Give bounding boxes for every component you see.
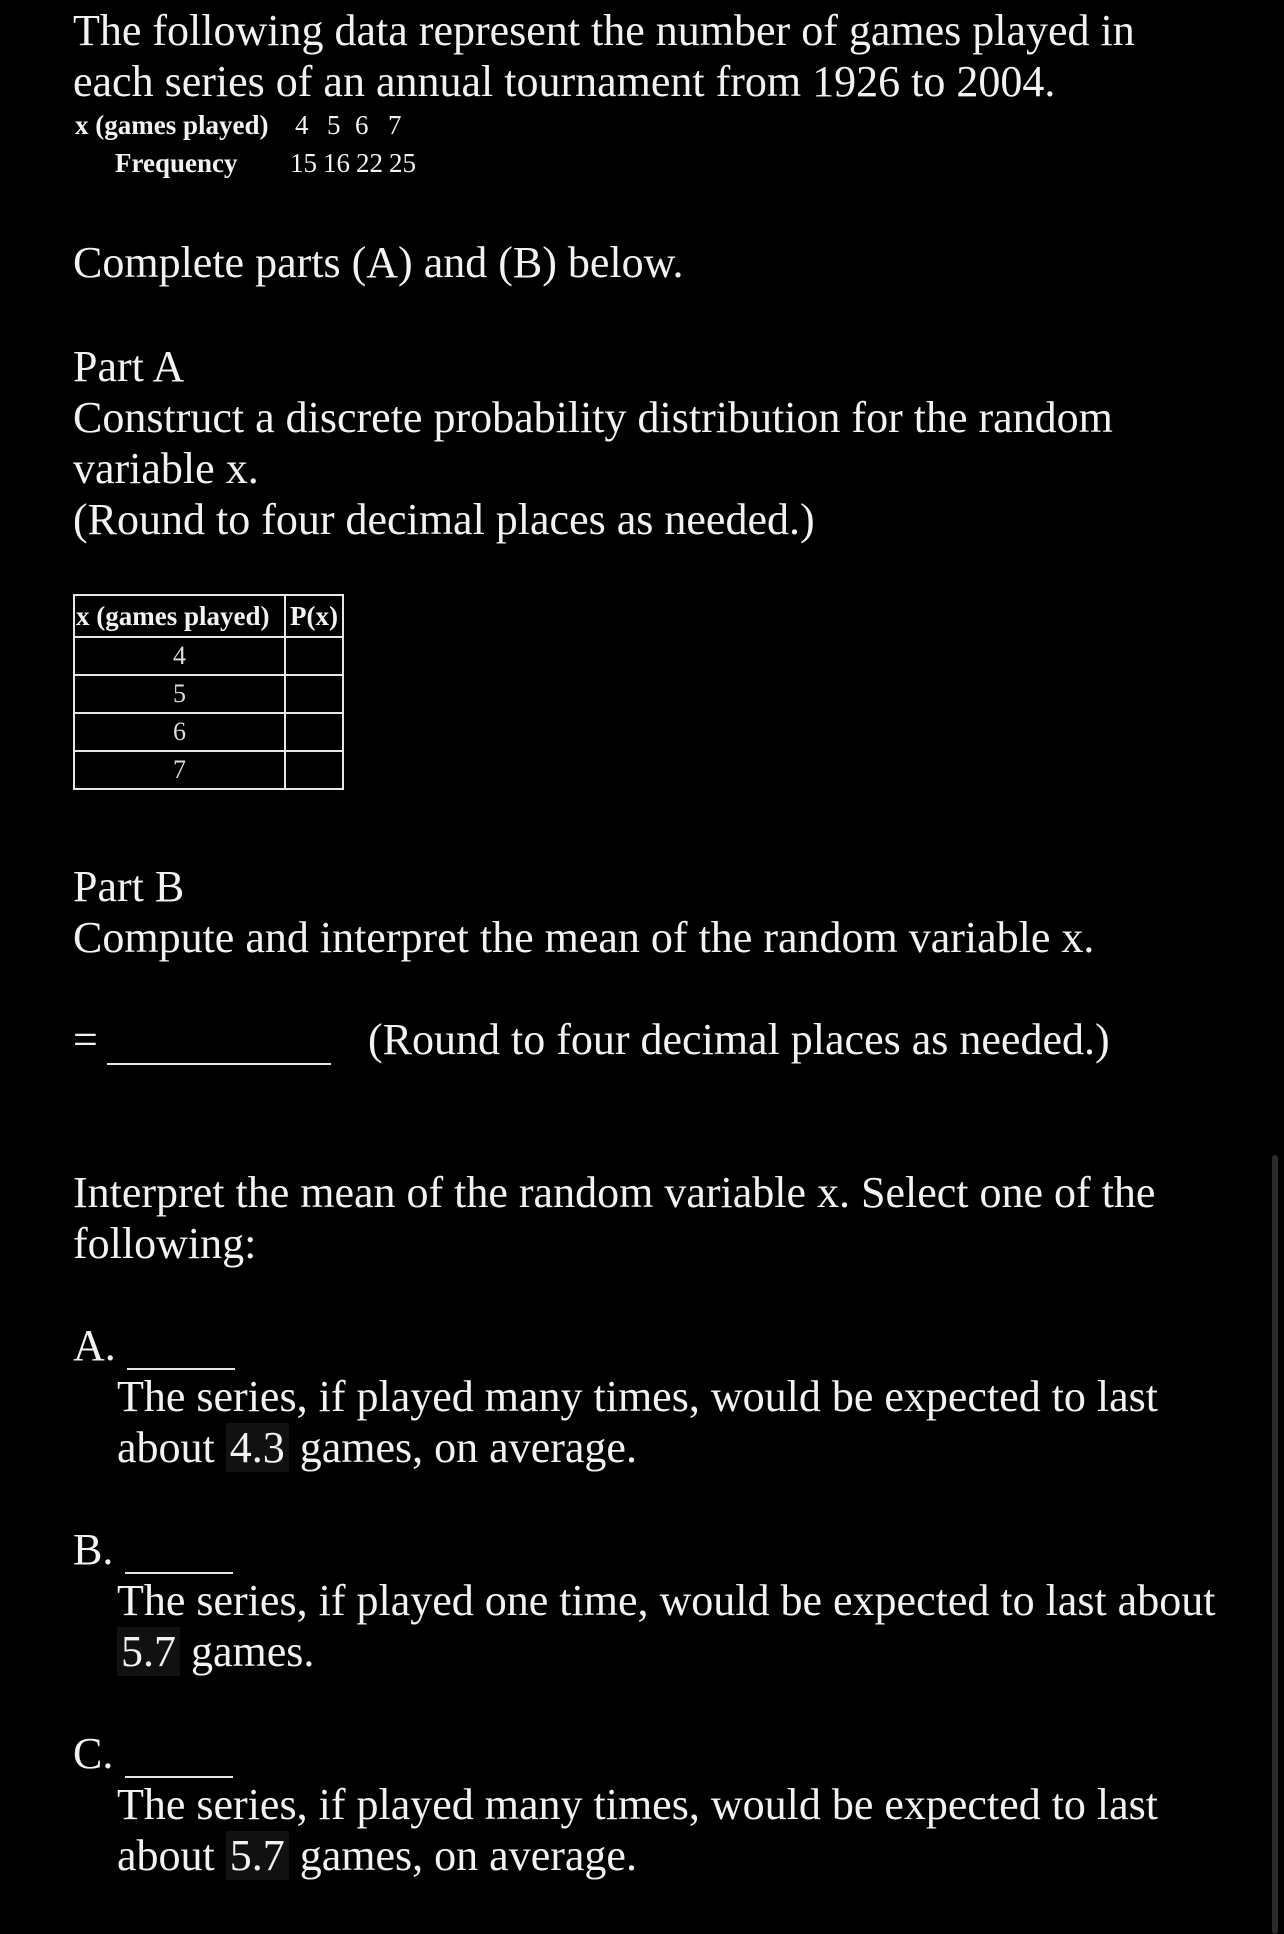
choice-c-letter: C. [73, 1729, 114, 1778]
part-a-heading: Part A [73, 342, 185, 391]
row-x-value: 4 [74, 637, 285, 675]
intro-line-2: each series of an annual tournament from 1926 to 2004. [73, 57, 1056, 106]
source-x-value: 4 [295, 110, 309, 140]
choice-a-pre: about [117, 1423, 226, 1472]
choice-c-radio[interactable] [125, 1738, 233, 1778]
source-frequency: 15 [290, 148, 317, 178]
row-x-value: 7 [74, 751, 285, 789]
table-row [74, 637, 343, 675]
interpret-line-1: Interpret the mean of the random variable x. Select one of the [73, 1168, 1156, 1217]
part-b-prompt: Compute and interpret the mean of the random variable x. [73, 913, 1095, 962]
px-input-7[interactable] [286, 752, 342, 788]
scrollbar[interactable] [1272, 1155, 1278, 1934]
interpret-line-2: following: [73, 1219, 257, 1268]
row-x-value: 5 [74, 675, 285, 713]
choice-a-line-2 [117, 1422, 637, 1473]
equals-sign: = [73, 1015, 98, 1064]
part-a-rounding: (Round to four decimal places as needed.) [73, 495, 815, 544]
source-frequency: 25 [389, 148, 416, 178]
part-a-prompt-2: variable x. [73, 444, 259, 493]
choice-a-line-1: The series, if played many times, would be expected to last [117, 1372, 1159, 1421]
px-input-5[interactable] [286, 676, 342, 712]
header-px: P(x) [285, 595, 343, 637]
choice-b-line-2 [117, 1626, 314, 1677]
source-frequencies [290, 148, 416, 179]
instructions: Complete parts (A) and (B) below. [73, 238, 684, 287]
source-x-label: x (games played) [75, 110, 269, 140]
source-frequency: 22 [356, 148, 383, 178]
table-row [74, 675, 343, 713]
choice-c-line-1: The series, if played many times, would be expected to last [117, 1780, 1159, 1829]
mean-input[interactable] [107, 1023, 331, 1065]
intro-line-1: The following data represent the number of games played in [73, 6, 1135, 55]
px-input-4[interactable] [286, 638, 342, 674]
source-x-value: 5 [327, 110, 341, 140]
table-row [74, 713, 343, 751]
probability-table [73, 594, 344, 790]
px-cell[interactable] [285, 637, 343, 675]
px-input-6[interactable] [286, 714, 342, 750]
choice-a-value: 4.3 [226, 1423, 289, 1472]
table-row [74, 751, 343, 789]
choice-b-letter: B. [73, 1525, 114, 1574]
choice-a-letter: A. [73, 1321, 116, 1370]
choice-c-pre: about [117, 1831, 226, 1880]
px-cell[interactable] [285, 675, 343, 713]
choice-b-line-1: The series, if played one time, would be expected to last about [117, 1576, 1216, 1625]
source-x-values [295, 110, 402, 141]
px-cell[interactable] [285, 751, 343, 789]
choice-a-radio[interactable] [127, 1330, 235, 1370]
choice-c-post: games, on average. [288, 1831, 637, 1880]
choice-c-line-2 [117, 1830, 637, 1881]
source-x-value: 6 [355, 110, 369, 140]
source-freq-label: Frequency [115, 148, 238, 178]
choice-b-radio[interactable] [125, 1534, 233, 1574]
choice-c-value: 5.7 [226, 1831, 289, 1880]
source-frequency: 16 [323, 148, 350, 178]
part-b-heading: Part B [73, 862, 185, 911]
source-x-value: 7 [388, 110, 402, 140]
part-b-rounding: (Round to four decimal places as needed.) [368, 1015, 1110, 1064]
header-x: x (games played) [74, 595, 285, 637]
choice-a-post: games, on average. [288, 1423, 637, 1472]
row-x-value: 6 [74, 713, 285, 751]
choice-b-value: 5.7 [117, 1627, 180, 1676]
px-cell[interactable] [285, 713, 343, 751]
probability-table-header [74, 595, 343, 637]
choice-b-post: games. [180, 1627, 315, 1676]
part-a-prompt-1: Construct a discrete probability distribution for the random [73, 393, 1113, 442]
